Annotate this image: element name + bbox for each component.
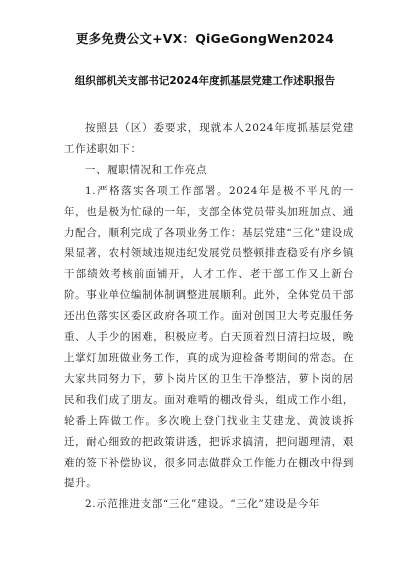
section-heading: 一、履职情况和工作亮点: [85, 163, 208, 176]
item-paragraph: 2.示范推进支部“三化”建设。“三化”建设是今年: [85, 498, 320, 511]
item-paragraph: 1.严格落实各项工作部署。2024年是极不平凡的一年，也是极为忙碌的一年，支部全体党员带头加班加点、通力配合，顺利完成了各项业务工作：基层党建“三化”建设成果显著，农村领域违规违纪发展党员整顿排查稳妥有序乡镇干部绩效考核前面铺开，人才工作、老干部工作又上新台阶。事业单位编制体制调整进展顺利。此外，全体党员干部还出色落实区委区政府各项工作。面对创国卫大考克服任务重、人手少的困难，积极应考。白天顶着烈日清扫垃圾，晚上掌灯加班做业务工作，真的成为迎检备考期间的常态。在大家共同努力下，萝卜岗片区的卫生干净整洁，萝卜岗的居民和我们成了朋友。面对难啃的棚改骨头，组成工作小组，轮番上阵做工作。多次晚上登门找业主艾建龙、黄波谈拆迁，耐心细致的把政策讲透，把诉求搞清，把问题理清，艰难的签下补偿协议，很多同志做群众工作能力在棚改中得到提升。: [64, 184, 354, 490]
promo-header: 更多免费公文+VX：QiGeGongWen2024: [75, 31, 335, 46]
document-body: [64, 118, 354, 515]
document-title: 组织部机关支部书记2024年度抓基层党建工作述职报告: [74, 75, 336, 87]
intro-paragraph: 按照县（区）委要求，现就本人2024年度抓基层党建工作述职如下：: [64, 122, 354, 155]
